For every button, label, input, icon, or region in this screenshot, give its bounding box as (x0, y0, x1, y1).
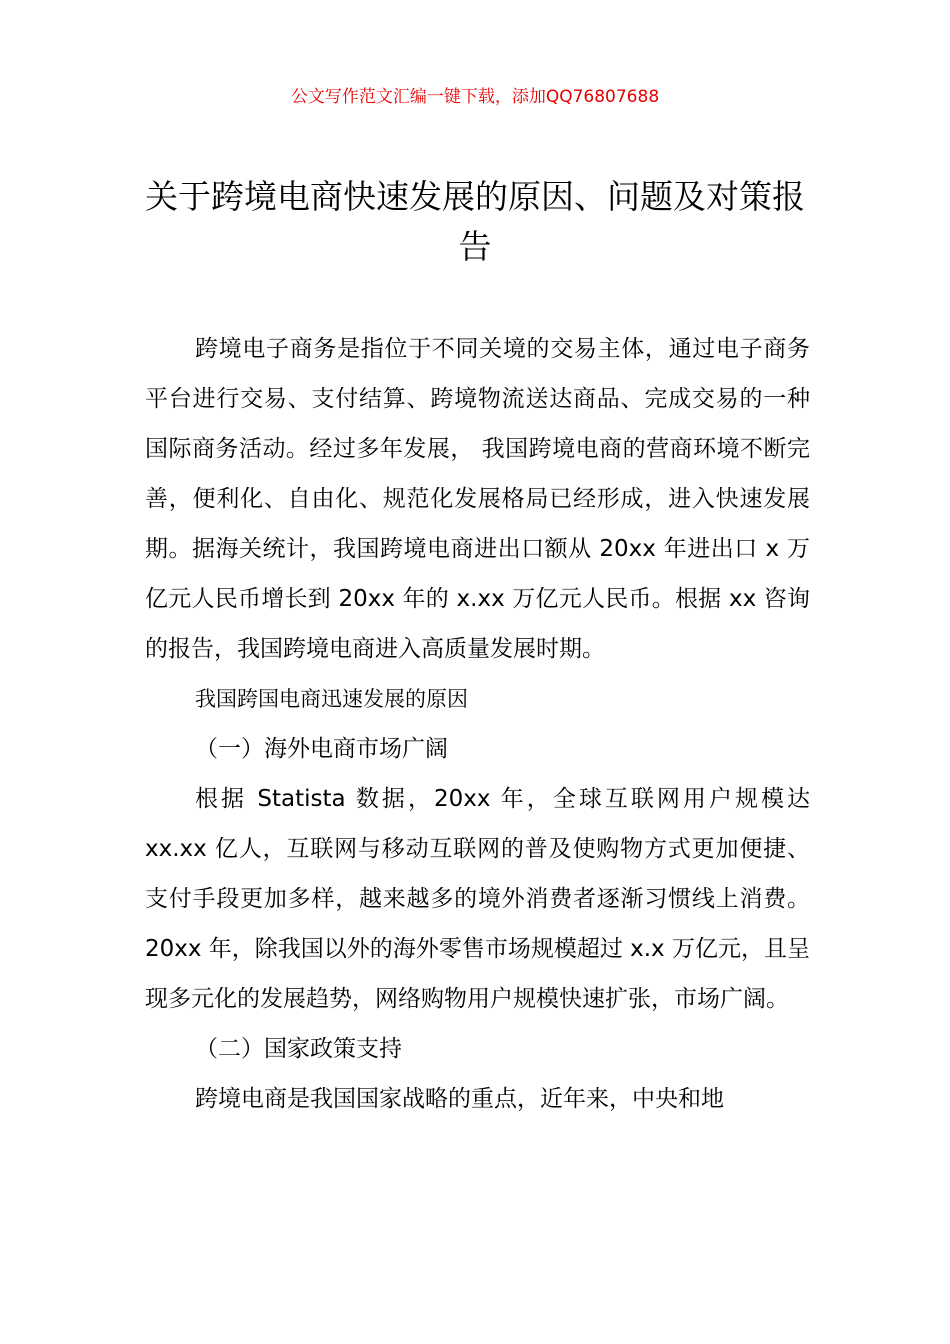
intro-paragraph: 跨境电子商务是指位于不同关境的交易主体，通过电子商务平台进行交易、支付结算、跨境物流送达商品、完成交易的一种国际商务活动。经过多年发展， 我国跨境电商的营商环境不断完善，便利化、自由化、规范化发展格局已经形成，进入快速发展期。据海关统计，我国跨境电商进出口额从 20xx 年进出口 x 万亿元人民币增长到 20xx 年的 x.xx 万亿元人民币。根据 xx 咨询的报告，我国跨境电商进入高质量发展时期。 (145, 336, 810, 662)
section-heading: 我国跨国电商迅速发展的原因 (195, 687, 468, 711)
document-title: 关于跨境电商快速发展的原因、问题及对策报告 (145, 177, 805, 266)
document-body (145, 324, 810, 1124)
body-paragraph-1: 根据 Statista 数据，20xx 年，全球互联网用户规模达 xx.xx 亿人，互联网与移动互联网的普及使购物方式更加便捷、支付手段更加多样，越来越多的境外消费者逐渐习惯线上消费。20xx 年，除我国以外的海外零售市场规模超过 x.x 万亿元，且呈现多元化的发展趋势，网络购物用户规模快速扩张，市场广阔。 (145, 786, 810, 1012)
download-banner: 公文写作范文汇编一键下载，添加QQ76807688 (290, 87, 660, 107)
body-paragraph-2: 跨境电商是我国国家战略的重点，近年来，中央和地 (195, 1086, 724, 1112)
subsection-heading-2: （二）国家政策支持 (195, 1036, 402, 1062)
subsection-heading-1: （一）海外电商市场广阔 (195, 736, 448, 762)
